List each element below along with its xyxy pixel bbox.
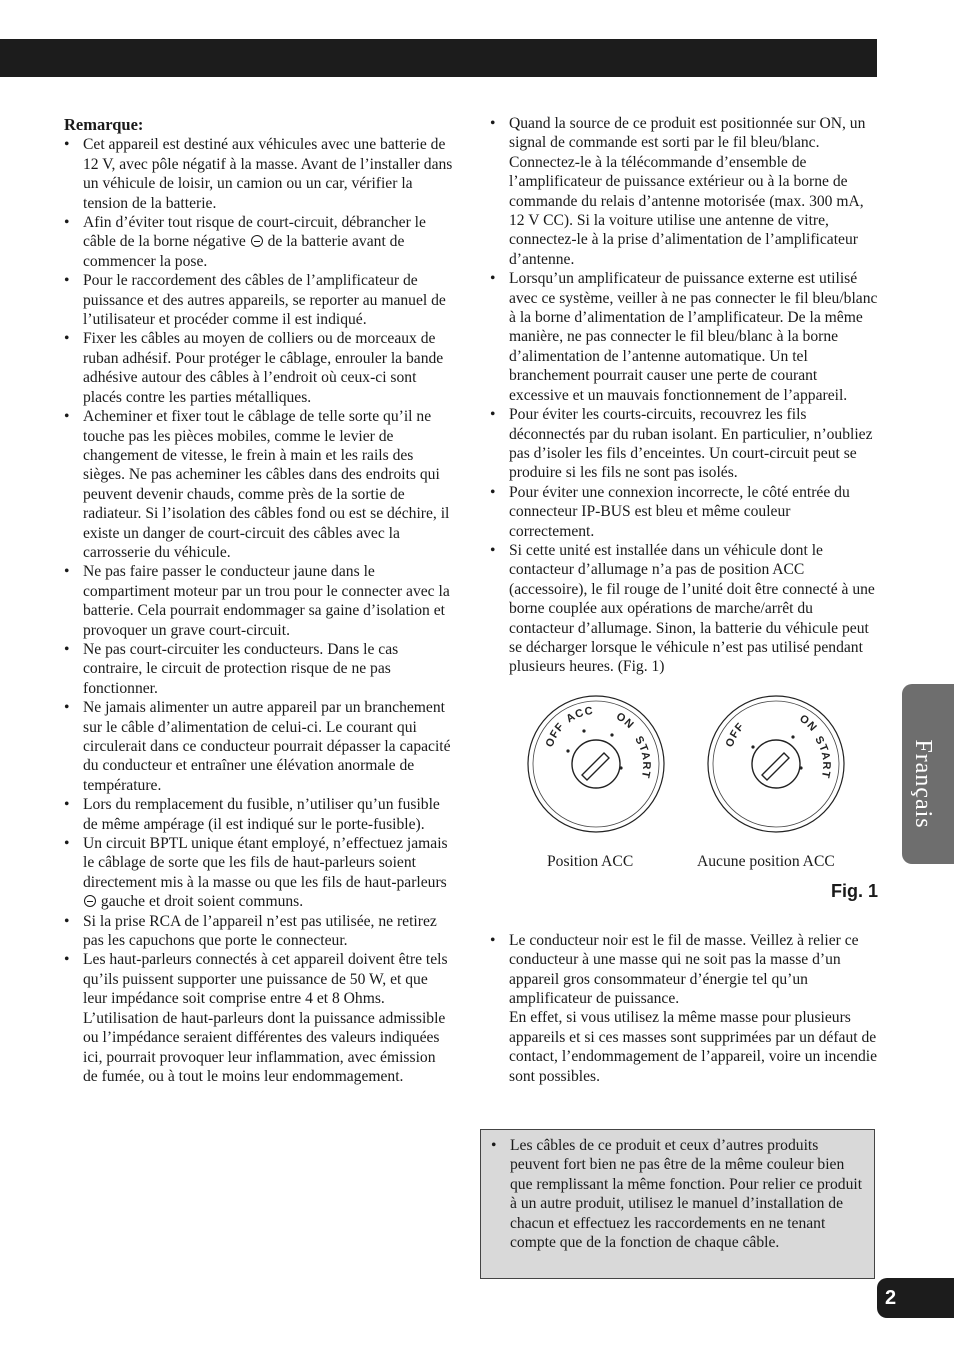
right-list <box>490 114 878 677</box>
figure-label: Fig. 1 <box>830 880 878 901</box>
right-column <box>490 114 878 1086</box>
start-label: START <box>812 733 833 780</box>
label-on: ON <box>797 712 820 735</box>
position-dot <box>751 745 754 748</box>
item-text: Le conducteur noir est le fil de masse. Veillez à relier ce conducteur à une masse qui ne soit pas la masse d’un appareil gros consommateur d’énergie tel qu’un amplificateur de puissance. <box>509 931 859 1007</box>
list-item: • Fixer les câbles au moyen de colliers ou de morceaux de ruban adhésif. Pour protéger le câblage, enrouler la bande adhésive autour des câbles à l’endroit où ceux-ci sont placés contre les parties métalliques. <box>64 329 454 407</box>
list-item: • Si cette unité est installée dans un véhicule dont le contacteur d’allumage n’a pas de position ACC (accessoire), le fil rouge de l’unité doit être connecté à une borne couplée aux opérations de marche/arrêt du contacteur d’allumage. Sinon, la batterie du véhicule peut se décharger lorsque le véhicule n’est pas utilisé pendant plusieurs heures. (Fig. 1) <box>490 541 878 677</box>
label-acc: ACC <box>564 704 595 726</box>
note-box <box>480 1129 875 1279</box>
ignition-switch-no-acc <box>708 696 844 832</box>
figure-1 <box>490 677 878 907</box>
negative-terminal-icon <box>251 235 263 247</box>
negative-terminal-icon <box>84 895 96 907</box>
page-number: 2 <box>877 1278 954 1318</box>
list-item <box>490 931 878 1086</box>
list-item: • Acheminer et fixer tout le câblage de telle sorte qu’il ne touche pas les pièces mobiles, comme le levier de changement de vitesse, le frein à main et les rails des sièges. Ne pas acheminer les câbles dans des endroits qui peuvent devenir chauds, comme près de la sortie de radiateur. Si l’isolation des câbles fond ou est se déchire, il existe un danger de court-circuit des câbles avec la carrosserie du véhicule. <box>64 407 454 562</box>
position-dot <box>619 766 622 769</box>
position-dot <box>566 749 569 752</box>
list-item: • Ne jamais alimenter un autre appareil par un branchement sur le câble d’alimentation de celui-ci. Le courant qui circulerait dans ce conducteur pourrait dépasser la capacité du conducteur et entraîner une élévation anormale de température. <box>64 698 454 795</box>
key-slot-icon <box>582 753 609 780</box>
switch-bezel <box>533 701 659 827</box>
language-tab <box>902 684 954 864</box>
remarque-heading: Remarque: <box>64 115 144 134</box>
list-item <box>64 213 454 271</box>
list-item: • Ne pas faire passer le conducteur jaune dans le compartiment moteur par un trou pour le connecter avec la batterie. Cela pourrait endommager sa gaine d’isolation et provoquer un grave court-circuit. <box>64 562 454 640</box>
list-item: • Si la prise RCA de l’appareil n’est pas utilisée, ne retirez pas les capuchons que porte le connecteur. <box>64 912 454 951</box>
list-item: • Pour le raccordement des câbles de l’amplificateur de puissance et des autres appareils, se reporter au manuel de l’utilisateur et procéder comme il est indiqué. <box>64 271 454 329</box>
list-item: • Cet appareil est destiné aux véhicules avec une batterie de 12 V, avec pôle négatif à la masse. Avant de l’installer dans un véhicule de loisir, un camion ou un car, vérifier la tension de la batterie. <box>64 135 454 213</box>
header-bar <box>0 39 877 77</box>
list-item: • Lors du remplacement du fusible, n’utiliser qu’un fusible de même ampérage (il est indiqué sur le porte-fusible). <box>64 795 454 834</box>
ignition-switch-acc <box>528 696 664 832</box>
key-slot-icon <box>762 753 789 780</box>
list-item: • Les haut-parleurs connectés à cet appareil doivent être tels qu’ils puissent supporter une puissance de 50 W, et que leur impédance soit comprise entre 4 et 8 Ohms. L’utilisation de haut-parleurs dont la puissance admissible ou l’impédance seraient différentes des valeurs indiquées ici, pourrait provoquer leur inflammation, avec émission de fumée, ou à tout le moins leur endommagement. <box>64 950 454 1086</box>
item-text: gauche et droit soient communs. <box>97 893 304 911</box>
caption-no-acc: Aucune position ACC <box>697 852 835 870</box>
list-item <box>64 834 454 912</box>
remarque-list <box>64 135 454 1086</box>
key-cylinder <box>752 740 800 788</box>
list-item: • Pour éviter les courts-circuits, recouvrez les fils déconnectés par du ruban isolant. En particulier, n’oubliez pas d’isoler les fils d’enceintes. Un court-circuit peut se produire si les fils ne sont pas isolés. <box>490 405 878 483</box>
item-text: Un circuit BPTL unique étant employé, n’effectuez jamais le câblage de sorte que les fils de haut-parleurs soient directement mis à la masse ou que les fils de haut-parleurs <box>83 835 448 891</box>
label-on: ON <box>613 710 637 732</box>
ignition-switch-diagram <box>520 689 860 854</box>
switch-bezel <box>713 701 839 827</box>
list-item: • Ne pas court-circuiter les conducteurs. Dans le cas contraire, le circuit de protection risque de ne pas fonctionner. <box>64 640 454 698</box>
start-label: START <box>632 733 653 780</box>
left-column <box>64 115 454 1086</box>
switch-labels <box>544 705 637 749</box>
position-dot <box>791 735 794 738</box>
list-item: • Pour éviter une connexion incorrecte, le côté entrée du connecteur IP-BUS est bleu et même couleur correctement. <box>490 483 878 541</box>
item-continuation: En effet, si vous utilisez la même masse pour plusieurs appareils et si ces masses sont supprimées par un défaut de contact, l’endommagement de l’appareil, voire un incendie sont possibles. <box>509 1009 878 1085</box>
position-dot <box>610 733 613 736</box>
item-text: Afin d’éviter tout risque de court-circuit, débrancher le câble de la borne négative <box>83 214 426 251</box>
item-text: de la batterie avant de commencer la pose. <box>83 233 405 270</box>
switch-labels <box>724 712 820 748</box>
right-list-continued <box>490 931 878 1086</box>
list-item: • Quand la source de ce produit est positionnée sur ON, un signal de commande est sorti par le fil bleu/blanc. Connectez-le à la télécommande d’ensemble de l’amplificateur de puissance extérieur ou à la borne de commande du relais d’antenne motorisée (max. 300 mA, 12 V CC). Si la voiture utilise une antenne de vitre, connectez-le à la prise d’alimentation de l’amplificateur d’antenne. <box>490 114 878 269</box>
language-tab-label: Français <box>910 739 937 829</box>
position-dot <box>582 729 585 732</box>
key-cylinder <box>572 740 620 788</box>
caption-acc: Position ACC <box>547 852 634 870</box>
list-item: • Les câbles de ce produit et ceux d’autres produits peuvent fort bien ne pas être de la même couleur bien que remplissant la même fonction. Pour relier ce produit à un autre produit, utilisez le manuel d’installation de chacun et effectuez les raccordements en ne tenant compte que de la fonction de chaque câble. <box>491 1136 868 1252</box>
position-dot <box>799 766 802 769</box>
label-off: OFF <box>723 720 748 749</box>
label-off: OFF <box>543 720 567 749</box>
note-list <box>491 1136 868 1252</box>
list-item: • Lorsqu’un amplificateur de puissance externe est utilisé avec ce système, veiller à ne pas connecter le fil bleu/blanc à la borne d’alimentation de l’amplificateur. De la même manière, ne pas connecter le fil bleu/blanc à la borne d’alimentation de l’antenne automatique. Un tel branchement pourrait causer une perte de courant excessive et un mauvais fonctionnement de l’appareil. <box>490 269 878 405</box>
